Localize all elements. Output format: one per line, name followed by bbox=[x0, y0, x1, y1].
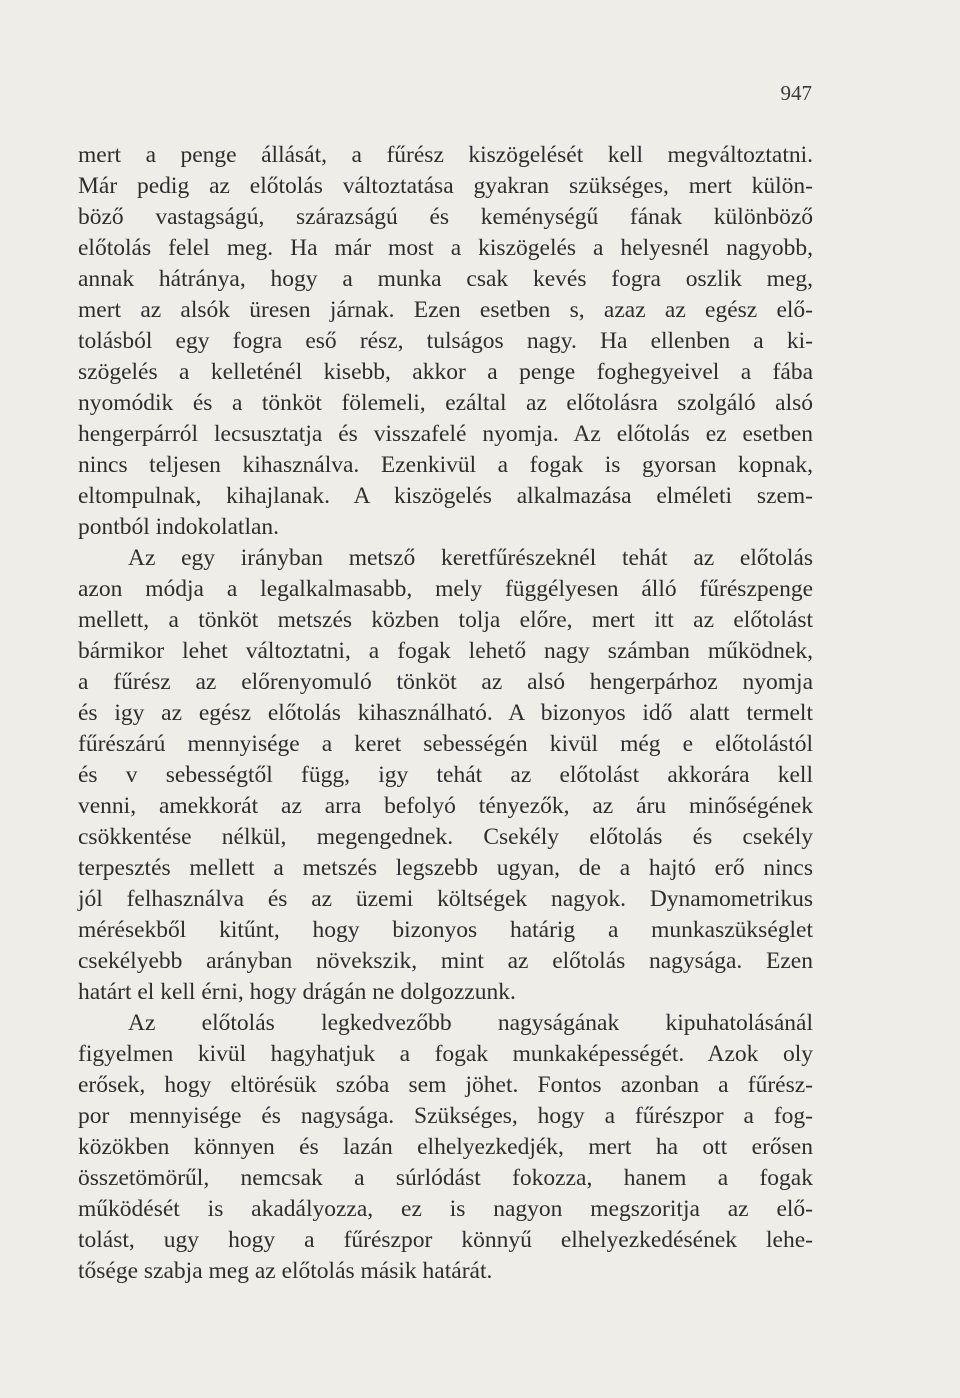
body-text bbox=[78, 140, 813, 1287]
text-line: erősek, hogy eltörésük szóba sem jöhet. Fontos azonban a fűrész- bbox=[78, 1072, 813, 1098]
text-line: mérésekből kitűnt, hogy bizonyos határig a munkaszükséglet bbox=[78, 917, 813, 943]
text-line: nincs teljesen kihasználva. Ezenkivül a fogak is gyorsan kopnak, bbox=[78, 452, 813, 478]
text-line: Az egy irányban metsző keretfűrészeknél tehát az előtolás bbox=[128, 545, 813, 571]
text-line: pontból indokolatlan. bbox=[78, 514, 280, 540]
text-line: mert a penge állását, a fűrész kiszögelését kell megváltoztatni. bbox=[78, 142, 813, 168]
text-line: eltompulnak, kihajlanak. A kiszögelés alkalmazása elméleti szem- bbox=[78, 483, 813, 509]
text-line: Az előtolás legkedvezőbb nagyságának kipuhatolásánál bbox=[128, 1010, 813, 1036]
text-line: és igy az egész előtolás kihasználható. A bizonyos idő alatt termelt bbox=[78, 700, 813, 726]
text-line: csökkentése nélkül, megengednek. Csekély előtolás és csekély bbox=[78, 824, 813, 850]
text-line: venni, amekkorát az arra befolyó tényezők, az áru minőségének bbox=[78, 793, 813, 819]
text-line: fűrészárú mennyisége a keret sebességén kivül még e előtolástól bbox=[78, 731, 813, 757]
text-line: jól felhasználva és az üzemi költségek nagyok. Dynamometrikus bbox=[78, 886, 813, 912]
text-line: böző vastagságú, szárazságú és keménységű fának különböző bbox=[78, 204, 813, 230]
text-line: Már pedig az előtolás változtatása gyakran szükséges, mert külön- bbox=[78, 173, 813, 199]
text-line: előtolás felel meg. Ha már most a kiszögelés a helyesnél nagyobb, bbox=[78, 235, 813, 261]
text-line: a fűrész az előrenyomuló tönköt az alsó hengerpárhoz nyomja bbox=[78, 669, 813, 695]
text-line: nyomódik és a tönköt fölemeli, ezáltal az előtolásra szolgáló alsó bbox=[78, 390, 813, 416]
text-line: határt el kell érni, hogy drágán ne dolgozzunk. bbox=[78, 979, 516, 1005]
text-line: azon módja a legalkalmasabb, mely függélyesen álló fűrészpenge bbox=[78, 576, 813, 602]
text-line: mellett, a tönköt metszés közben tolja előre, mert itt az előtolást bbox=[78, 607, 813, 633]
text-line: annak hátránya, hogy a munka csak kevés fogra oszlik meg, bbox=[78, 266, 813, 292]
text-line: bármikor lehet változtatni, a fogak lehető nagy számban működnek, bbox=[78, 638, 813, 664]
text-line: összetömörűl, nemcsak a súrlódást fokozza, hanem a fogak bbox=[78, 1165, 813, 1191]
text-line: működését is akadályozza, ez is nagyon megszoritja az elő- bbox=[78, 1196, 813, 1222]
page-number: 947 bbox=[780, 81, 812, 105]
text-line: szögelés a kelleténél kisebb, akkor a penge foghegyeivel a fába bbox=[78, 359, 813, 385]
text-line: por mennyisége és nagysága. Szükséges, hogy a fűrészpor a fog- bbox=[78, 1103, 813, 1129]
text-line: figyelmen kivül hagyhatjuk a fogak munkaképességét. Azok oly bbox=[78, 1041, 813, 1067]
text-line: tolásból egy fogra eső rész, tulságos nagy. Ha ellenben a ki- bbox=[78, 328, 813, 354]
text-line: tolást, ugy hogy a fűrészpor könnyű elhelyezkedésének lehe- bbox=[78, 1227, 813, 1253]
text-line: tősége szabja meg az előtolás másik határát. bbox=[78, 1258, 493, 1284]
text-line: közökben könnyen és lazán elhelyezkedjék, mert ha ott erősen bbox=[78, 1134, 813, 1160]
text-line: csekélyebb arányban növekszik, mint az előtolás nagysága. Ezen bbox=[78, 948, 813, 974]
text-line: mert az alsók üresen járnak. Ezen esetben s, azaz az egész elő- bbox=[78, 297, 813, 323]
text-line: és v sebességtől függ, igy tehát az előtolást akkorára kell bbox=[78, 762, 813, 788]
text-line: hengerpárról lecsusztatja és visszafelé nyomja. Az előtolás ez esetben bbox=[78, 421, 813, 447]
text-line: terpesztés mellett a metszés legszebb ugyan, de a hajtó erő nincs bbox=[78, 855, 813, 881]
